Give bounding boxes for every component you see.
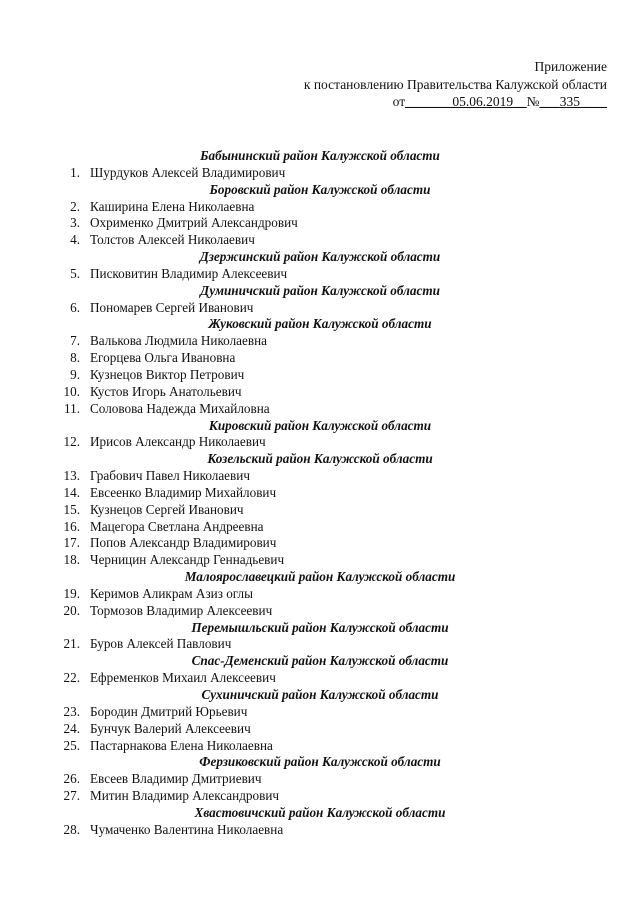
person-name: Керимов Аликрам Азиз оглы: [90, 585, 253, 601]
ot-label: от: [392, 94, 406, 109]
list-item: [0, 401, 640, 418]
date-pad-after: __: [513, 94, 527, 109]
item-number: 27.: [63, 788, 80, 804]
list-item: [0, 232, 640, 249]
item-number: 24.: [63, 720, 80, 736]
district-heading: Дзержинский район Калужской области: [199, 249, 441, 265]
appendix-header: [304, 58, 607, 111]
item-number: 23.: [63, 703, 80, 719]
district-heading: Козельский район Калужской области: [207, 451, 433, 467]
person-name: Чумаченко Валентина Николаевна: [90, 821, 284, 837]
number-sign: №: [526, 94, 540, 109]
item-number: 5.: [70, 265, 80, 281]
person-name: Толстов Алексей Николаевич: [90, 232, 255, 248]
person-name: Бородин Дмитрий Юрьевич: [90, 703, 248, 719]
list-item: [0, 636, 640, 653]
item-number: 25.: [63, 737, 80, 753]
item-number: 13.: [63, 468, 80, 484]
person-name: Тормозов Владимир Алексеевич: [90, 602, 273, 618]
list-item: [0, 300, 640, 317]
list-item: [0, 468, 640, 485]
district-heading: Перемышльский район Калужской области: [191, 619, 449, 635]
item-number: 9.: [70, 366, 80, 382]
list-item: [0, 215, 640, 232]
appendix-subtitle: к постановлению Правительства Калужской области: [303, 76, 607, 92]
person-name: Кузнецов Виктор Петрович: [90, 366, 245, 382]
district-heading: Сухиничский район Калужской области: [201, 687, 439, 702]
item-number: 26.: [63, 771, 80, 787]
appendix-date-number: [304, 93, 607, 111]
date-field: [405, 94, 527, 109]
district-heading: Кировский район Калужской области: [208, 417, 432, 433]
district-heading: Малоярославецкий район Калужской области: [184, 569, 456, 585]
person-name: Пастарнакова Елена Николаевна: [90, 737, 273, 753]
list-item: [0, 384, 640, 401]
district-heading: Думиничский район Калужской области: [200, 282, 440, 298]
item-number: 2.: [70, 198, 80, 214]
district-heading: Спас-Деменский район Калужской области: [191, 653, 449, 669]
list-item: [0, 822, 640, 839]
item-number: 21.: [63, 636, 80, 652]
item-number: 15.: [63, 501, 80, 517]
item-number: 1.: [70, 164, 80, 180]
item-number: 8.: [70, 350, 80, 366]
list-item: [0, 721, 640, 738]
date-pad-before: _______: [405, 94, 453, 109]
item-number: 18.: [63, 552, 80, 568]
item-number: 6.: [70, 299, 80, 315]
person-name: Соловова Надежда Михайловна: [90, 400, 270, 416]
person-name: Евсеев Владимир Дмитриевич: [90, 771, 262, 787]
list-item: [0, 266, 640, 283]
list-item: [0, 485, 640, 502]
item-number: 19.: [63, 585, 80, 601]
person-name: Валькова Людмила Николаевна: [90, 333, 268, 349]
item-number: 14.: [63, 484, 80, 500]
person-name: Грабович Павел Николаевич: [90, 468, 250, 484]
list-item: [0, 199, 640, 216]
item-number: 3.: [70, 215, 80, 231]
item-number: 16.: [63, 518, 80, 534]
person-name: Черницин Александр Геннадьевич: [90, 552, 285, 568]
list-item: [0, 670, 640, 687]
list-item: [0, 552, 640, 569]
date-value: 05.06.2019: [452, 94, 514, 109]
person-name: Пономарев Сергей Иванович: [90, 299, 254, 315]
person-name: Кустов Игорь Анатольевич: [90, 383, 242, 399]
person-name: Буров Алексей Павлович: [90, 636, 232, 652]
list-item: [0, 367, 640, 384]
list-item: [0, 350, 640, 367]
list-item: [0, 165, 640, 182]
number-pad-before: ___: [539, 94, 560, 109]
list-item: [0, 771, 640, 788]
person-name: Ефременков Михаил Алексеевич: [90, 670, 276, 686]
number-pad-after: ____: [580, 94, 607, 109]
list-item: [0, 704, 640, 721]
list-item: [0, 738, 640, 755]
item-number: 12.: [63, 434, 80, 450]
list-item: [0, 788, 640, 805]
person-name: Шурдуков Алексей Владимирович: [90, 164, 286, 180]
item-number: 20.: [63, 602, 80, 618]
district-heading: Ферзиковский район Калужской области: [199, 754, 441, 770]
person-name: Писковитин Владимир Алексеевич: [90, 265, 288, 281]
district-heading: Боровский район Калужской области: [209, 181, 431, 197]
list-item: [0, 333, 640, 350]
person-name: Охрименко Дмитрий Александрович: [90, 215, 298, 231]
person-name: Мацегора Светлана Андреевна: [90, 518, 264, 534]
person-name: Кузнецов Сергей Иванович: [90, 501, 244, 517]
list-item: [0, 586, 640, 603]
district-heading: Бабынинский район Калужской области: [200, 148, 440, 163]
item-number: 11.: [64, 400, 80, 416]
person-name: Бунчук Валерий Алексеевич: [90, 720, 251, 736]
person-name: Каширина Елена Николаевна: [90, 198, 255, 214]
number-value: 335: [559, 94, 580, 109]
item-number: 17.: [63, 535, 80, 551]
item-number: 10.: [63, 383, 80, 399]
person-name: Егорцева Ольга Ивановна: [90, 350, 236, 366]
number-field: [540, 94, 608, 109]
district-heading: Жуковский район Калужской области: [208, 316, 432, 332]
appendix-title: Приложение: [534, 59, 607, 74]
person-name: Попов Александр Владимирович: [90, 535, 277, 551]
people-list: [0, 148, 640, 839]
list-item: [0, 502, 640, 519]
item-number: 28.: [63, 821, 80, 837]
list-item: [0, 535, 640, 552]
list-item: [0, 603, 640, 620]
list-item: [0, 434, 640, 451]
item-number: 7.: [70, 333, 80, 349]
person-name: Евсеенко Владимир Михайлович: [90, 484, 277, 500]
person-name: Ирисов Александр Николаевич: [90, 434, 266, 450]
item-number: 4.: [70, 232, 80, 248]
item-number: 22.: [63, 670, 80, 686]
person-name: Митин Владимир Александрович: [90, 788, 280, 804]
list-item: [0, 519, 640, 536]
district-heading: Хвастовичский район Калужской области: [194, 804, 446, 820]
